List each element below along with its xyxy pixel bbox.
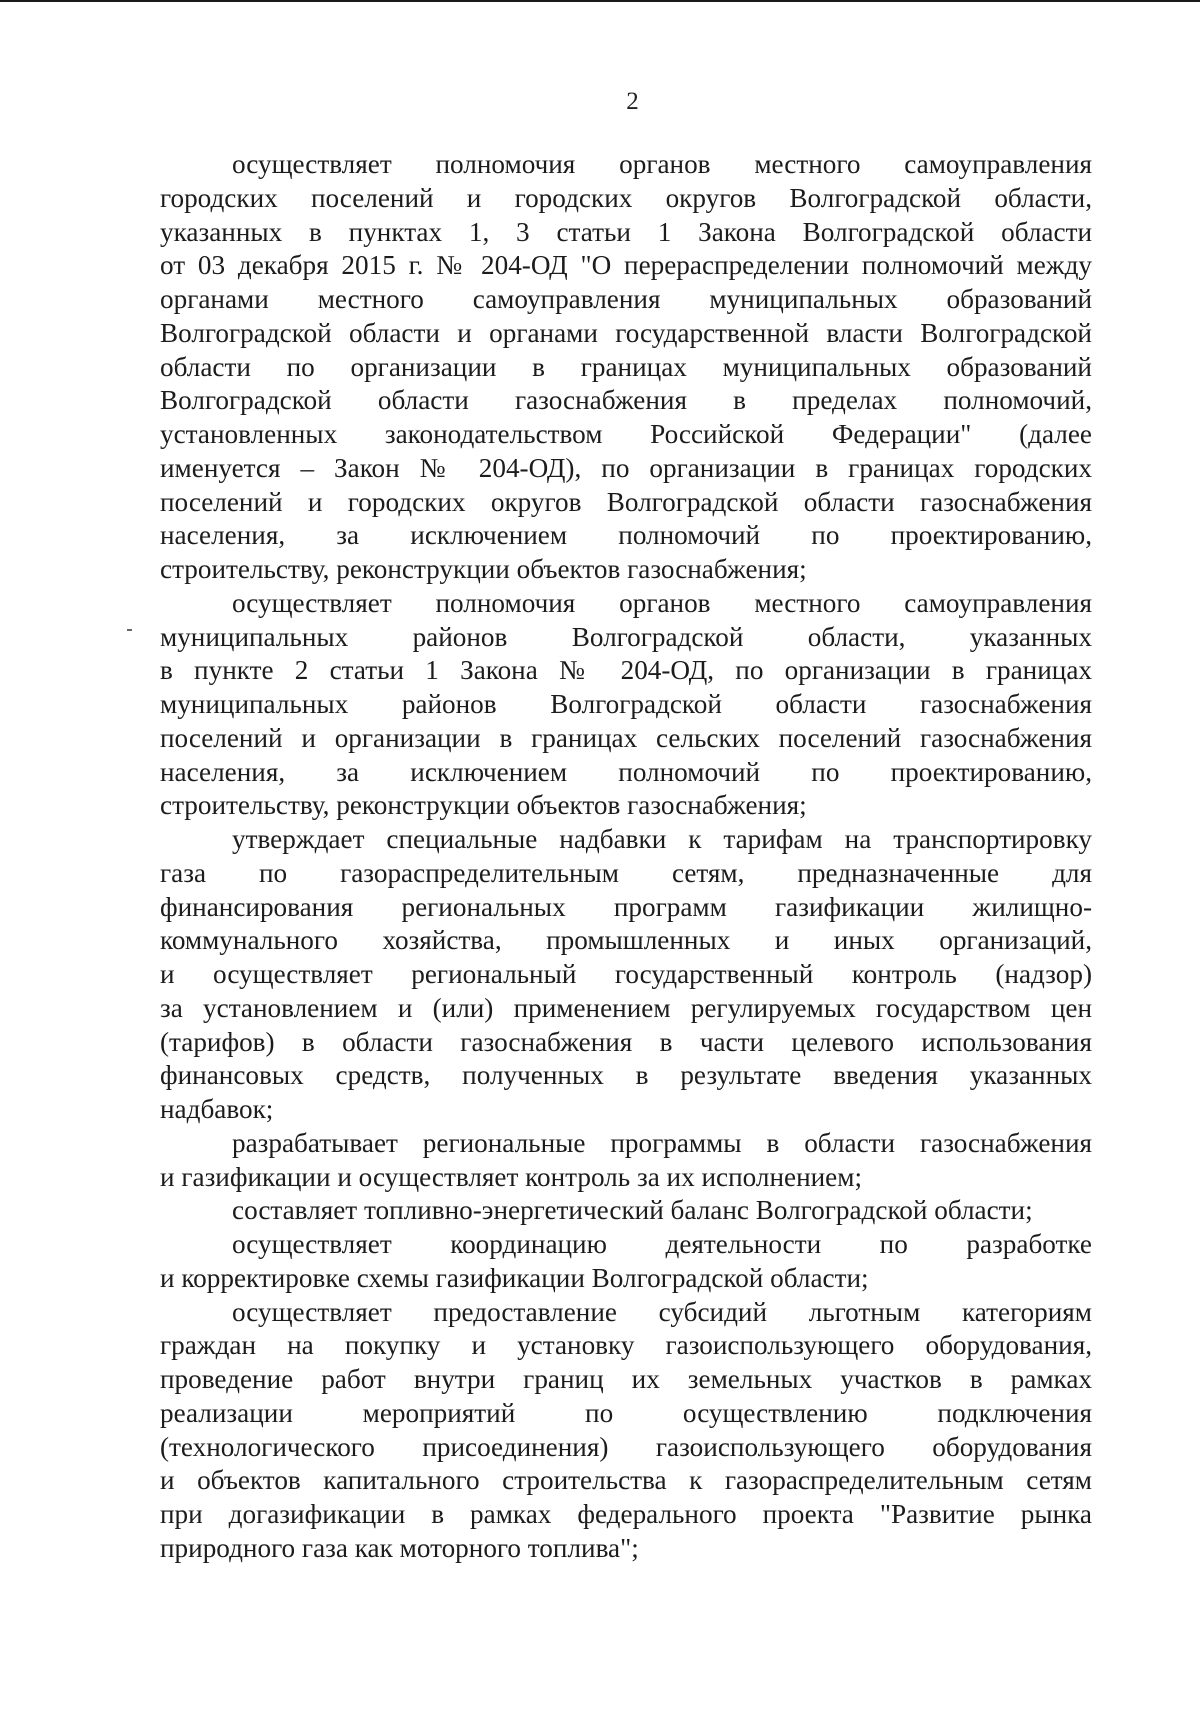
text-line: проведение работ внутри границ их земельных участков в рамках: [160, 1364, 1092, 1394]
text-line: указанных в пунктах 1, 3 статьи 1 Закона Волгоградской области: [160, 216, 1092, 247]
text-line: финансовых средств, полученных в результате введения указанных: [160, 1060, 1092, 1091]
text-line: Волгоградской области газоснабжения в пределах полномочий,: [160, 385, 1092, 416]
document-body: [160, 148, 1092, 1566]
text-line: коммунального хозяйства, промышленных и иных организаций,: [160, 925, 1092, 956]
page-number: 2: [626, 88, 639, 115]
text-line: (тарифов) в области газоснабжения в части целевого использования: [160, 1026, 1092, 1057]
text-line: муниципальных районов Волгоградской области, указанных: [160, 621, 1092, 652]
text-line: строительству, реконструкции объектов газоснабжения;: [160, 554, 807, 584]
text-line: и газификации и осуществляет контроль за их исполнением;: [160, 1161, 863, 1192]
text-line: населения, за исключением полномочий по проектированию,: [160, 756, 1092, 787]
scan-speck: [127, 629, 132, 631]
paragraph: [160, 823, 1092, 1127]
text-line: за установлением и (или) применением регулируемых государством цен: [160, 992, 1092, 1023]
text-line: Волгоградской области и органами государственной власти Волгоградской: [160, 317, 1092, 348]
text-line: разрабатывает региональные программы в области газоснабжения: [232, 1127, 1092, 1158]
text-line: осуществляет координацию деятельности по разработке: [232, 1229, 1092, 1259]
text-line: осуществляет полномочия органов местного самоуправления: [232, 587, 1092, 618]
text-line: финансирования региональных программ газификации жилищно-: [160, 891, 1092, 922]
text-line: поселений и организации в границах сельских поселений газоснабжения: [160, 722, 1092, 753]
paragraph: [160, 1194, 1092, 1228]
text-line: и объектов капитального строительства к газораспределительным сетям: [160, 1465, 1092, 1496]
text-line: утверждает специальные надбавки к тарифам на транспортировку: [232, 824, 1092, 854]
text-line: населения, за исключением полномочий по проектированию,: [160, 520, 1092, 551]
text-line: реализации мероприятий по осуществлению подключения: [160, 1397, 1092, 1428]
text-line: именуется – Закон № 204-ОД), по организации в границах городских: [160, 452, 1092, 483]
text-line: в пункте 2 статьи 1 Закона № 204-ОД, по организации в границах: [160, 655, 1092, 686]
text-line: и корректировке схемы газификации Волгоградской области;: [160, 1262, 869, 1293]
text-line: осуществляет полномочия органов местного самоуправления: [232, 149, 1092, 179]
paragraph: [160, 587, 1092, 823]
text-line: составляет топливно-энергетический баланс Волгоградской области;: [232, 1195, 1033, 1226]
paragraph: [160, 1296, 1092, 1566]
text-line: поселений и городских округов Волгоградской области газоснабжения: [160, 486, 1092, 517]
text-line: при догазификации в рамках федерального проекта "Развитие рынка: [160, 1499, 1092, 1529]
text-line: установленных законодательством Российской Федерации" (далее: [160, 419, 1092, 449]
paragraph: [160, 148, 1092, 587]
text-line: (технологического присоединения) газоиспользующего оборудования: [160, 1431, 1092, 1462]
text-line: природного газа как моторного топлива";: [160, 1532, 639, 1563]
text-line: области по организации в границах муниципальных образований: [160, 351, 1092, 382]
text-line: городских поселений и городских округов Волгоградской области,: [160, 182, 1092, 213]
text-line: граждан на покупку и установку газоиспользующего оборудования,: [160, 1330, 1092, 1361]
paragraph: [160, 1127, 1092, 1195]
text-line: от 03 декабря 2015 г. № 204-ОД "О перераспределении полномочий между: [160, 250, 1092, 281]
text-line: надбавок;: [160, 1094, 274, 1124]
text-line: муниципальных районов Волгоградской области газоснабжения: [160, 689, 1092, 719]
text-line: осуществляет предоставление субсидий льготным категориям: [232, 1296, 1092, 1327]
paragraph: [160, 1228, 1092, 1296]
text-line: строительству, реконструкции объектов газоснабжения;: [160, 790, 807, 821]
text-line: газа по газораспределительным сетям, предназначенные для: [160, 857, 1092, 888]
text-line: и осуществляет региональный государственный контроль (надзор): [160, 959, 1092, 989]
text-line: органами местного самоуправления муниципальных образований: [160, 284, 1092, 314]
